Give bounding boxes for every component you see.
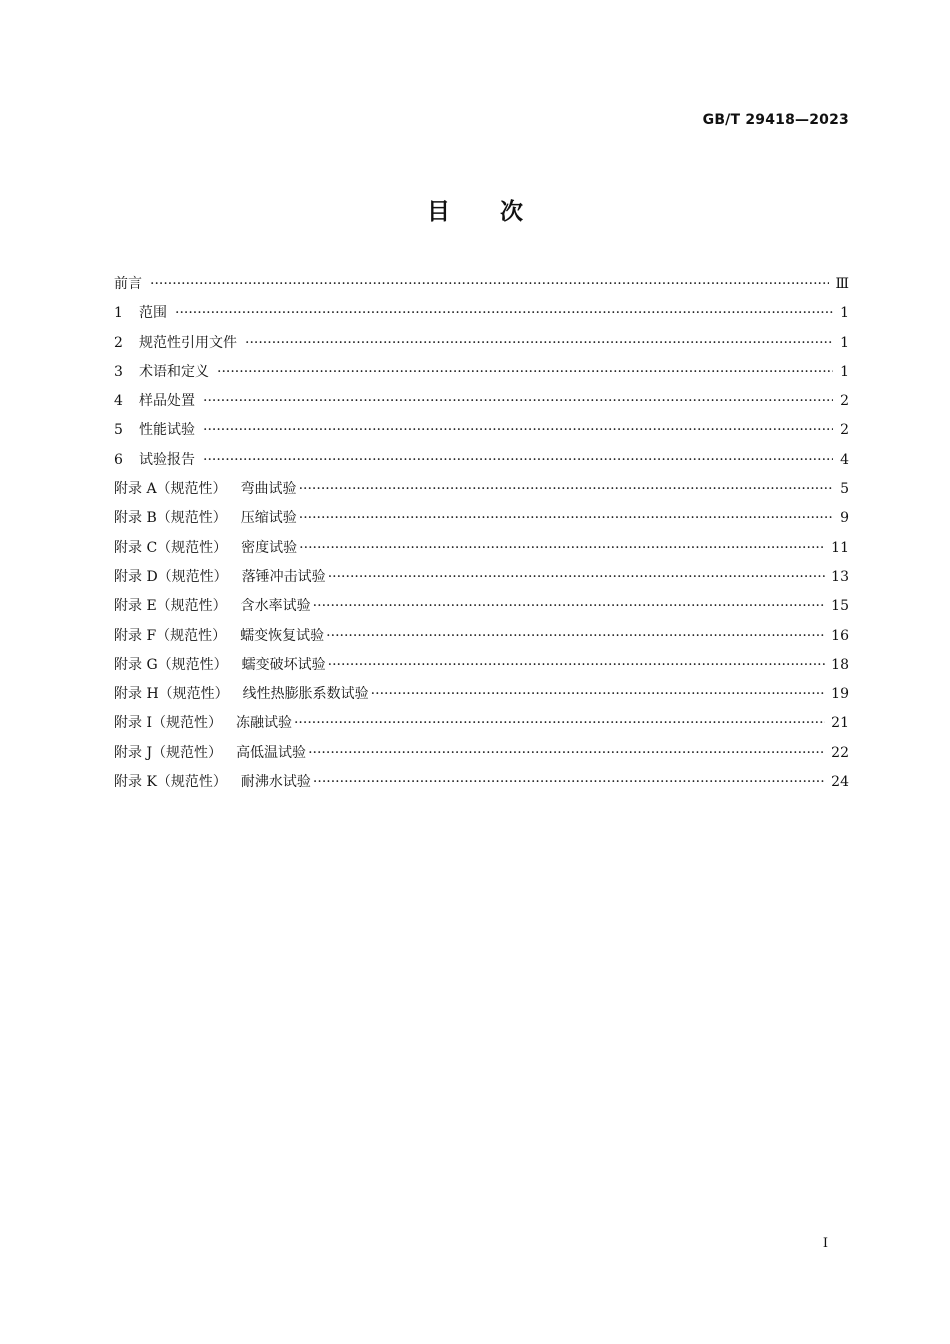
appendix-title: 压缩试验 bbox=[240, 510, 297, 527]
toc-appendix-i[interactable] bbox=[114, 709, 849, 738]
toc-dot-leader bbox=[299, 534, 825, 563]
toc-entry-number: 2 bbox=[114, 334, 123, 351]
appendix-title: 蠕变恢复试验 bbox=[240, 627, 325, 644]
toc-dot-leader bbox=[203, 416, 833, 445]
toc-entry-label bbox=[114, 475, 299, 504]
appendix-title: 冻融试验 bbox=[235, 715, 292, 732]
toc-entry-page: 1 bbox=[840, 334, 849, 351]
appendix-prefix: 附录 I（规范性） bbox=[114, 715, 222, 732]
toc-entry-page: 4 bbox=[840, 451, 849, 468]
toc-entry-label: 前言 bbox=[114, 276, 142, 292]
toc-entry-page: 5 bbox=[840, 481, 849, 498]
appendix-prefix: 附录 C（规范性） bbox=[114, 539, 228, 556]
toc-entry-title: 范围 bbox=[139, 305, 167, 322]
toc-entry-page: 18 bbox=[831, 656, 849, 673]
appendix-title: 高低温试验 bbox=[236, 744, 307, 761]
page-number: I bbox=[822, 1236, 828, 1251]
toc-entry-label bbox=[114, 651, 328, 680]
toc-dot-leader bbox=[299, 475, 833, 504]
appendix-prefix: 附录 E（规范性） bbox=[114, 598, 227, 615]
toc-dot-leader bbox=[203, 387, 833, 416]
toc-dot-leader bbox=[371, 680, 826, 709]
toc-appendix-k[interactable] bbox=[114, 768, 849, 797]
toc-dot-leader bbox=[150, 270, 829, 299]
toc-entry-label bbox=[114, 680, 371, 709]
toc-entry-label bbox=[114, 622, 326, 651]
toc-entry-page: 9 bbox=[840, 510, 849, 527]
toc-dot-leader bbox=[313, 768, 825, 797]
toc-entry-page: 11 bbox=[831, 539, 849, 556]
toc-entry-label bbox=[114, 358, 217, 387]
toc-entry-label bbox=[114, 563, 328, 592]
toc-appendix-b[interactable] bbox=[114, 504, 849, 533]
toc-dot-leader bbox=[217, 358, 833, 387]
toc-appendix-g[interactable] bbox=[114, 651, 849, 680]
toc-dot-leader bbox=[313, 592, 826, 621]
toc-entry-6[interactable] bbox=[114, 446, 849, 475]
toc-entry-label bbox=[114, 299, 175, 328]
toc-appendix-f[interactable] bbox=[114, 622, 849, 651]
toc-entry-label bbox=[114, 709, 294, 738]
appendix-prefix: 附录 H（规范性） bbox=[114, 686, 229, 703]
toc-appendix-h[interactable] bbox=[114, 680, 849, 709]
toc-entry-title: 术语和定义 bbox=[139, 363, 209, 380]
appendix-prefix: 附录 B（规范性） bbox=[114, 510, 227, 527]
toc-entry-page: 19 bbox=[831, 686, 849, 703]
appendix-prefix: 附录 F（规范性） bbox=[114, 627, 227, 644]
toc-entry-label bbox=[114, 768, 313, 797]
toc-entry-5[interactable] bbox=[114, 416, 849, 445]
toc-dot-leader bbox=[294, 709, 825, 738]
appendix-title: 线性热膨胀系数试验 bbox=[242, 686, 369, 703]
page-title: 目次 bbox=[427, 199, 573, 225]
table-of-contents bbox=[114, 270, 849, 797]
toc-dot-leader bbox=[203, 446, 833, 475]
appendix-prefix: 附录 G（规范性） bbox=[114, 656, 228, 673]
toc-entry-page: 1 bbox=[840, 363, 849, 380]
toc-entry-label bbox=[114, 739, 308, 768]
toc-entry-title: 试验报告 bbox=[139, 451, 195, 468]
toc-entry-4[interactable] bbox=[114, 387, 849, 416]
appendix-prefix: 附录 D（规范性） bbox=[114, 568, 228, 585]
toc-dot-leader bbox=[175, 299, 833, 328]
appendix-prefix: 附录 J（规范性） bbox=[114, 744, 223, 761]
toc-entry-foreword[interactable] bbox=[114, 270, 849, 299]
toc-dot-leader bbox=[299, 504, 833, 533]
toc-entry-page: 21 bbox=[831, 715, 849, 732]
toc-entry-2[interactable] bbox=[114, 329, 849, 358]
toc-entry-page: 2 bbox=[840, 422, 849, 439]
appendix-title: 弯曲试验 bbox=[240, 481, 297, 498]
toc-entry-page: 22 bbox=[831, 744, 849, 761]
toc-appendix-c[interactable] bbox=[114, 534, 849, 563]
standard-code: GB/T 29418—2023 bbox=[702, 112, 849, 128]
toc-entry-page: Ⅲ bbox=[835, 276, 849, 292]
toc-entry-label bbox=[114, 592, 313, 621]
toc-dot-leader bbox=[308, 739, 825, 768]
toc-entry-page: 2 bbox=[840, 393, 849, 410]
toc-appendix-e[interactable] bbox=[114, 592, 849, 621]
toc-entry-page: 24 bbox=[831, 774, 849, 791]
toc-entry-page: 15 bbox=[831, 598, 849, 615]
toc-entry-page: 16 bbox=[831, 627, 849, 644]
toc-dot-leader bbox=[326, 622, 825, 651]
toc-entry-number: 4 bbox=[114, 393, 123, 410]
toc-entry-label bbox=[114, 504, 299, 533]
toc-appendix-j[interactable] bbox=[114, 739, 849, 768]
toc-appendix-a[interactable] bbox=[114, 475, 849, 504]
appendix-title: 蠕变破坏试验 bbox=[241, 656, 326, 673]
toc-entry-label bbox=[114, 329, 245, 358]
toc-entry-label bbox=[114, 534, 299, 563]
toc-entry-title: 样品处置 bbox=[139, 393, 195, 410]
toc-entry-3[interactable] bbox=[114, 358, 849, 387]
appendix-title: 耐沸水试验 bbox=[240, 774, 311, 791]
appendix-prefix: 附录 K（规范性） bbox=[114, 774, 227, 791]
appendix-title: 密度试验 bbox=[241, 539, 298, 556]
appendix-title: 含水率试验 bbox=[240, 598, 311, 615]
toc-dot-leader bbox=[328, 651, 826, 680]
toc-dot-leader bbox=[245, 329, 833, 358]
toc-entry-label bbox=[114, 416, 203, 445]
toc-entry-number: 6 bbox=[114, 451, 123, 468]
appendix-prefix: 附录 A（规范性） bbox=[114, 481, 227, 498]
toc-entry-label bbox=[114, 446, 203, 475]
toc-appendix-d[interactable] bbox=[114, 563, 849, 592]
toc-entry-page: 13 bbox=[831, 568, 849, 585]
toc-entry-number: 3 bbox=[114, 363, 123, 380]
toc-entry-1[interactable] bbox=[114, 299, 849, 328]
appendix-title: 落锤冲击试验 bbox=[241, 568, 326, 585]
toc-dot-leader bbox=[328, 563, 825, 592]
toc-entry-title: 性能试验 bbox=[139, 422, 195, 439]
toc-entry-number: 5 bbox=[114, 422, 123, 439]
toc-entry-number: 1 bbox=[114, 305, 123, 322]
toc-entry-title: 规范性引用文件 bbox=[139, 334, 237, 351]
toc-entry-label bbox=[114, 387, 203, 416]
toc-entry-page: 1 bbox=[840, 305, 849, 322]
